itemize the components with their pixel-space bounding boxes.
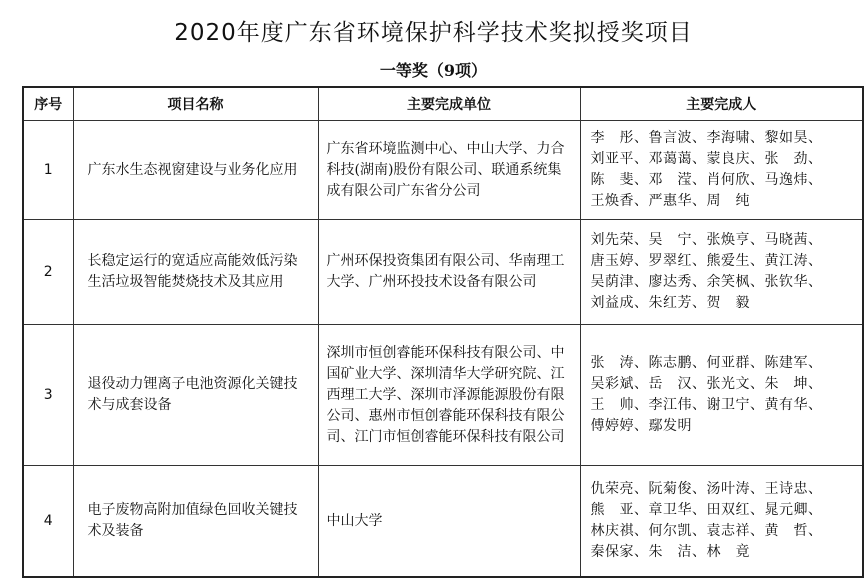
award-table: [22, 86, 864, 578]
row-people: [580, 121, 863, 220]
row-units: 深圳市恒创睿能环保科技有限公司、中国矿业大学、深圳清华大学研究院、江西理工大学、深圳市泽源能源股份有限公司、惠州市恒创睿能环保科技有限公司、江门市恒创睿能环保科技有限公司: [318, 325, 580, 466]
row-units: 广东省环境监测中心、中山大学、力合科技(湖南)股份有限公司、联通系统集成有限公司广东省分公司: [318, 121, 580, 220]
row-project-name: 长稳定运行的宽适应高能效低污染生活垃圾智能焚烧技术及其应用: [73, 220, 318, 325]
people-line: 吴荫津、廖达秀、余笑枫、张钦华、: [590, 274, 823, 290]
row-people: [580, 220, 863, 325]
header-project-name: 项目名称: [73, 87, 318, 121]
people-line: 唐玉婷、罗翠红、熊爱生、黄江涛、: [590, 253, 823, 269]
people-line: 陈 斐、邓 滢、肖何欣、马逸炜、: [590, 172, 823, 188]
people-line: 刘亚平、邓蔼蔼、蒙良庆、张 劲、: [590, 151, 823, 167]
row-people: [580, 466, 863, 578]
people-line: 林庆祺、何尔凯、袁志祥、黄 哲、: [590, 523, 823, 539]
people-line: 秦保家、朱 洁、林 竟: [590, 544, 750, 560]
row-project-name: 电子废物高附加值绿色回收关键技术及装备: [73, 466, 318, 578]
people-line: 仇荣亮、阮菊俊、汤叶涛、王诗忠、: [590, 481, 823, 497]
people-line: 王焕香、严惠华、周 纯: [590, 193, 750, 209]
award-level-subtitle: 一等奖（9项）: [379, 61, 488, 80]
people-line: 王 帅、李江伟、谢卫宁、黄有华、: [590, 397, 823, 413]
row-units: 广州环保投资集团有限公司、华南理工大学、广州环投技术设备有限公司: [318, 220, 580, 325]
people-line: 刘先荣、吴 宁、张焕亨、马晓茜、: [590, 232, 823, 248]
document-title: 2020年度广东省环境保护科学技术奖拟授奖项目: [174, 20, 693, 46]
people-line: 刘益成、朱红芳、贺 毅: [590, 295, 750, 311]
people-line: 傅婷婷、鄢发明: [590, 418, 692, 434]
row-seq: 2: [23, 220, 73, 325]
table-header-row: [23, 87, 863, 121]
people-line: 吴彩斌、岳 汉、张光文、朱 坤、: [590, 376, 823, 392]
row-seq: 4: [23, 466, 73, 578]
row-units: 中山大学: [318, 466, 580, 578]
row-people: [580, 325, 863, 466]
header-seq: 序号: [23, 87, 73, 121]
table-row: [23, 466, 863, 578]
header-units: 主要完成单位: [318, 87, 580, 121]
row-project-name: 广东水生态视窗建设与业务化应用: [73, 121, 318, 220]
people-line: 张 涛、陈志鹏、何亚群、陈建军、: [590, 355, 823, 371]
table-row: [23, 121, 863, 220]
people-line: 李 彤、鲁言波、李海啸、黎如昊、: [590, 130, 823, 146]
table-row: [23, 325, 863, 466]
row-seq: 3: [23, 325, 73, 466]
row-project-name: 退役动力锂离子电池资源化关键技术与成套设备: [73, 325, 318, 466]
table-row: [23, 220, 863, 325]
row-seq: 1: [23, 121, 73, 220]
header-people: 主要完成人: [580, 87, 863, 121]
people-line: 熊 亚、章卫华、田双红、晁元卿、: [590, 502, 823, 518]
